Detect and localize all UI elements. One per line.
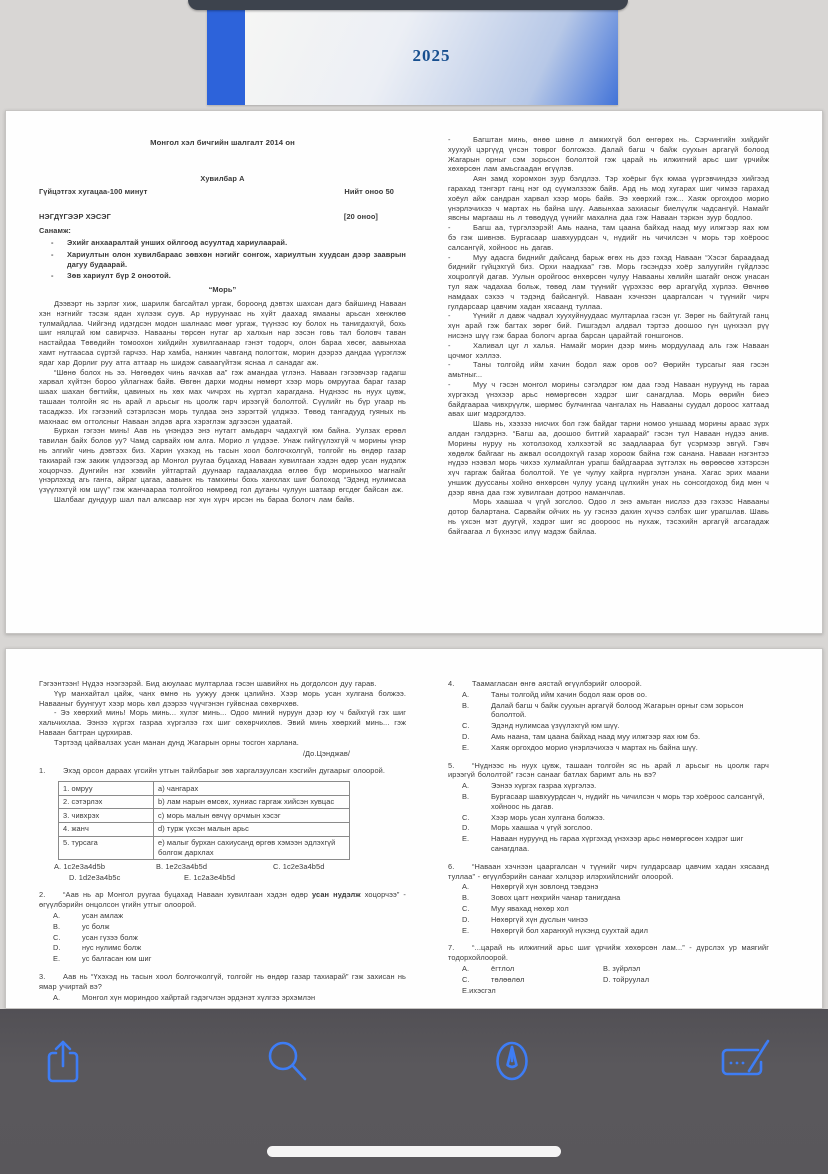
slide-year-text: 2025 (412, 46, 451, 65)
answer-option: E. 1c2a3e4b5d (184, 872, 236, 882)
window-top-bar (188, 0, 628, 10)
question-number: 3. (39, 971, 46, 981)
notice-item (39, 250, 406, 270)
search-button[interactable] (260, 1035, 314, 1089)
search-icon (263, 1036, 311, 1089)
section-label: НЭГДҮГЭЭР ХЭСЭГ (39, 212, 111, 222)
answer-option: C. Эдэнд нулимсаа үзүүлэхгүй юм шүү. (462, 721, 620, 731)
answer-option: E. Нөхөргүй бол харанхуй нүхэнд суухтай адил (462, 925, 649, 935)
document-page-2 (5, 648, 823, 1009)
dash-marker: - (448, 135, 451, 144)
answer-option: B. ус болж (53, 921, 110, 931)
bullet-marker: - (51, 271, 54, 281)
question-number: 1. (39, 766, 46, 776)
story-paragraph: - Ээ хөөрхий минь! Морь минь... хүлэг минь... Одоо миний нуруун дээр юу ч байхгүй гэх шиг хальчихлаа. Ээнээ хүргэх газраа хүргэлээ гэх шиг сөхөрчихлөв. Эвий минь хөөрхий минь... гэж Наваан багтран цурхирав. (39, 708, 406, 737)
answer-options-row (39, 862, 406, 872)
story-paragraph: Дээвэрт нь зэрлэг хиж, шарилж багсайтал ургаж, бороонд дэвтэх шахсан дагэ байшинд Наваан хэн нэгнийг тэсэж ядан хүлээж суув. Ар нуруунаас нь хүйт даахад ямааны арьсан хөнжлөө тулмайдлаа. Чийгэнд идэгдсэн модон шалнаас мөөг ургаж, түүнээс юу болох нь танигдахгүй, бохь шиг нялцгай юм савирчээ. Навааны төрсөн нутаг ар халхын нар ээсэн говь тал боловч таван настайдаа Төвөдийн томоохон хийдийн хувилгаанаар гэнэт тодорч, олон бараа хөсөг, аавынхаа хамт нутгаасаа сүртэй гарчээ. Нар хамба, нанжин чавганд пологтож, морин дээрээ дандаа үүрэглэж ядаг хар Дорлиг руу атга аттаар нь шидэж саваагүйтэж яснаа л санадаг аж. (39, 298, 406, 367)
story-paragraph: Тэртээд цайвалзах усан манан дунд Жагарын орны тосгон харлана. (54, 737, 299, 747)
notice-text: Зөв хариулт бүр 2 оноотой. (67, 271, 171, 281)
story-paragraph: - Муу ч гэсэн монгол морины сэгэлдрэг юм даа гээд Наваан нуруунд нь гараа хүргэхэд үнэхээр арьс нөмөргөсөн хэдрэг шиг санагдлаа. Морь өөрийн биеэ байдгаараа чивхрүүлж, шөрмөс булчингаа чангалах нь Навааны суудал дороос хатгаад авах шиг мэдрэгдлээ. (448, 379, 769, 419)
story-paragraph: Бурхан гэгээн минь! Аав нь үнэндээ энэ нутагт амьдарч чадахгүй юм байна. Уулзах ерөөл тавилан байх болов уу? Чамд сарвайх юм алга. Морио л үлдээе. Унаж гийгүүлэхгүй ч морины үнэр нь элгийг чинь дэвтээх биз. Харин үхэхэд нь тасын хоол болгочхолгүй, толгойг нь өндөр газар такиарай гэж закиж үлдээгээд ар Монгол руугаа буцахад Наваан хувилгаан хэдэн өдөр усан нудэлж хоцорчээ. Дунгийн нэг хэвийн уйтгартай дуунаар гадаалахдаа өглөө бүр мориныхоо магнайг үнэрлэхэд агь ганга, айраг цагаа, аавынх нь тамхины бохь ханхлах шиг болоход “Эдэнд нулимсаа үзүүлэхгүй юм шүү” гэж жанчаараа толгойгоо нөмрөөд гол дуганы чулуун шатаар өгсдөг байсан аж. (39, 426, 406, 495)
section-score-label: [20 оноо] (343, 212, 378, 222)
dash-marker: - (448, 252, 451, 262)
answer-option: C. 1c2e3a4b5d (273, 861, 325, 871)
story-paragraph: - Үүнийг л давж чадвал хуухуйнуудаас мултарлаа гэсэн үг. Зөрөг нь байтугай ганц хүн арай гэж багтах зөрөг бий. Гишгэдэл алдвал тэртээ доошоо гүн цүнхээл рүү нисэнэ шүү гэж бараа бологч аргаа барсан царайтай гоншгонов. (448, 311, 769, 340)
answer-option: D. нус нулимс болж (53, 943, 142, 953)
answer-option: B. Далай багш ч байж суухын аргагүй болоод Жагарын орныг сэм зорьсон бололтой. (462, 700, 744, 720)
notice-item (39, 271, 406, 281)
variant-label: Хувилбар А (200, 173, 245, 183)
question-text: хоцорчээ” - өгүүлбэрийн онцолсон үгийн утгыг олоорой. (39, 890, 406, 910)
answer-option: B. 1e2c3a4b5d (156, 861, 208, 871)
answer-option: D. Амь наана, там цаана байхад наад муу илжгээр яах юм бэ. (462, 731, 701, 741)
notice-heading: Санамж: (39, 226, 71, 236)
notice-item (39, 238, 406, 248)
page1-right-column (448, 135, 769, 537)
highlighted-phrase: усан нудэлж (312, 890, 361, 900)
answer-option: C. усан гүзээ болж (53, 932, 138, 942)
answer-option-row: Е.ихэсгэл (462, 985, 496, 995)
question-text: “Наваан хэчнээн цааргалсан ч түүнийг чирч гулдарсаар цавчим хадан хясаанд туллаа” - өгүүлбэрийн санааг хэлцээр илэрхийлснийг олоорой. (448, 861, 769, 881)
answer-option: D. 1d2e3a4b5c (69, 872, 121, 882)
answer-option: B. Бургасаар шавхуурдсан ч, нүдийг нь чичилсэн ч морь тэр хоёроос салсангүй, хойноос нь дагав. (462, 791, 765, 811)
question-text: “...царай нь илжигний арьс шиг үрчийж хөхөрсөн лам...” - дүрслэх ур маягийг тодорхойлоорой. (448, 943, 769, 963)
answer-option: E. Наваан нуруунд нь гараа хүргэхэд үнэхээр арьс нөмөргөсөн хэдрэг шиг санагдлаа. (462, 834, 744, 853)
author-credit: /До.Цэнджав/ (302, 748, 350, 758)
page2-right-column (448, 679, 769, 995)
question-number: 5. (448, 760, 455, 770)
duration-label: Гүйцэтгэх хугацаа-100 минут (39, 186, 148, 196)
story-paragraph: Морь хаашаа ч үгүй зогслоо. Одоо л энэ амьтан нислээ дээ гэхээс Навааны дотор балартана. Сарвайж ойчих нь уу гэснээ дахин хүчээ сэлбэх шиг урагшлав. Шавь нь үхсэн мэт дуугүй, хэдрэг шиг яс доороос нь нухаж, тэсэхийн аргагүй агсагадаж байгаагаа л бүхнээс илүү мэдэж байлаа. (448, 497, 769, 536)
bullet-marker: - (51, 237, 54, 247)
question-1 (39, 766, 406, 882)
table-row: 5. турсага e) малыг бурхан сахиусанд өргөв хэмээн эдлэхгүй болгож дархлах (59, 836, 350, 859)
story-paragraph: Шалбааг дундуур шал пал алксаар нэг хүн хүрч ирсэн нь бараа бологч лам байв. (54, 494, 355, 504)
bullet-marker: - (51, 249, 54, 259)
section-row (39, 212, 406, 222)
share-icon (40, 1036, 86, 1089)
story-paragraph: - Муу адасга биднийг дайсанд барьж өгөх нь дээ гэхэд Наваан “Хэсэг бараадаад биднийг гүйцэхгүй биз. Орхи наадхаа” гэв. Морь гэсэндээ хоёр залуугийн гүйдлээс хоцролгүй дагав. Уулын оройгоос өнхөрсөн чулуу Навааны хөлийн шагайг онож унасан тул яаж чадахаа больж, төвөд лам түүнийг үүрэхээс өөр аргагүйд хүрлээ. Өвчнөө намдаах сэхээ ч тэдэнд байсангүй. Наваан хэчнээн цааргалсан ч түүнийг чирч гулдарсаар цавчим хадан хясаанд туллаа. (448, 252, 769, 311)
answer-option: E. ус балгасан юм шиг (53, 954, 152, 964)
answer-option: B. Зовох цагт нөхрийн чанар танигдана (462, 893, 621, 903)
signature-icon (718, 1036, 772, 1089)
question-number: 7. (448, 943, 455, 953)
question-number: 4. (448, 679, 455, 688)
question-text: Эхэд орсон дараах үгсийн утгын тайлбарыг зөв харгалзуулсан хэсгийн дугаарыг олоорой. (63, 766, 386, 776)
total-score-label: Нийт оноо 50 (344, 186, 394, 196)
question-6 (448, 862, 769, 936)
share-button[interactable] (36, 1035, 90, 1089)
question-text: “Нүднээс нь нуух цувж, ташаан толгойн яс нь арай л арьсыг нь цоолж гарч ирээгүй бололтой” гэсэн санааг батлах баримт аль нь вэ? (448, 760, 769, 780)
answer-option: A. Нөхөргүй хүн зовлонд тэвдэнэ (462, 882, 599, 892)
answer-option: E. Хаяж оргохдоо морио үнэрлэчихээ ч мартах нь байна шүү. (462, 742, 698, 752)
answer-option: C. Хээр морь усан хулгана болжээ. (462, 812, 605, 822)
question-text: Таамагласан өнгө аястай өгүүлбэрийг олоорой. (472, 679, 642, 688)
story-paragraph: Аян замд хоромхон зуур бэлдлээ. Тэр хоёрыг бүх юмаа үүргэвчиндээ хийгээд гарахад тэнгэрт ганц нэг од сүүмэлзээж байв. Ард нь мод хугарах шиг чимээ гарахад хоёул айж сандран харвал хээр морь байв. Ээ хөөрхий гэж... Хаяж оргохдоо морио үнэрлэчихээ ч мартах нь байна шүү. Аавынхаа захиасыг биелүүлж чадсангүй. Намайг явсны маргааш нь л төвөдүүд үүнийг махална даа гэж Наваан тэркэн зуур бодлоо. (448, 174, 769, 223)
page2-left-column (39, 679, 406, 1002)
story-paragraph: “Шөнө болох нь ээ. Нөгөөдөх чинь яачхав аа” гэж амандаа үглэнэ. Наваан гэгээвчээр гадагш харвал хүйтэн бороо уйлагнаж байв. Өвгөн дархи модны нөмөрт хээр морь омруугаа бараг газар шаах шахан бөгтийж, цавиных нь хөх мах чичрэх нь хүртэл харагдана. Нүднээс нь нуух цувж, ташаан толгойн яс нь арай л арьсыг нь цоолж гарч ирээгүй бололтой. Сүүлийг нь бүр угаар нь тасаджээ. Их гэгээний сэтэрлэсэн морь тулдаа энэ зэрэгтэй үлджээ. Төвөд тангадууд гуяных нь махнаас өм огтолсныг Наваан элдэв арга хэрэглэж эдгээсэн удаатай. (39, 367, 406, 426)
markup-pen-icon (489, 1035, 535, 1090)
story-paragraph: - Таны толгойд ийм хачин бодол яаж оров оо? Өөрийн турсагыг яая гэсэн амьтныг... (448, 360, 769, 380)
page1-left-column (39, 138, 406, 505)
question-5 (448, 761, 769, 854)
dash-marker: - (448, 379, 451, 389)
question-4 (448, 679, 769, 753)
story-title: “Морь” (208, 285, 237, 295)
dash-marker: - (448, 311, 451, 321)
table-row: 1. омруу a) чангарах (59, 782, 350, 796)
exam-title: Монгол хэл бичгийн шалгалт 2014 он (150, 138, 295, 147)
question-2 (39, 890, 406, 964)
question-number: 2. (39, 890, 46, 900)
answer-option-row: C. төлөөлөл D. тойруулал (462, 974, 650, 984)
answer-option: A. Монгол хүн мориндоо хайртай гэдэгчлэн эрдэнэт хүлгээ эрхэмлэн (53, 992, 316, 1002)
answer-option: D. Морь хаашаа ч үгүй зогслоо. (462, 823, 593, 833)
signature-button[interactable] (718, 1035, 772, 1089)
duration-row (39, 187, 406, 197)
dash-marker: - (448, 223, 451, 233)
document-page-1 (5, 110, 823, 634)
table-row: 2. сэтэрлэх b) лам нарын өмсөх, хуниас гаргаж хийсэн хувцас (59, 795, 350, 809)
dash-marker: - (448, 360, 451, 370)
cover-slide-preview (207, 7, 618, 105)
answer-option: A. Таны толгойд ийм хачин бодол яаж оров оо. (462, 689, 648, 699)
markup-button[interactable] (485, 1035, 539, 1089)
matching-table (58, 781, 350, 860)
answer-option-row: A. ёгтлол B. зүйрлэл (462, 963, 641, 973)
story-paragraph: Шавь нь, хээзээ нисчих бол гэж байдаг тарни номоо уншаад морины араас зүрх алдан гэлдэрнэ. “Багш аа, доошоо битгий хараарай” гэсэн тул Наваан нүдээ анив. Морины нуруу нь хотолзоход хэлхээтэй яс заадлаараа бут үсэрмээр эвгүй. Гэвч хөдөлж байгааг нь ажвал осолдохгүй газар хороож байна гэж санана. Наваан нэгэнтээ нүдээ нээвэл морь чихээ хулмайлган урагш байдгаараа зүтгэлэх нь өөрөөсөө хэтэрсэн хүч гаргаж байгаа бололтой. Үе үе чулуу хайрга нүргэлэн унана. Хагас эрих маани уншиж дууссаны хойно өнхөрсөн чулуу усанд цүлхийн унах нь сонсогдоход бид мөн ч дээр явна даа гэж хувилгаан дотроо наманчлав. (448, 419, 769, 497)
notice-text: Эхийг анхааралтай унших ойлгоод асуултад хариулаарай. (67, 237, 288, 247)
table-row: 4. жанч d) турж үхсэн малын арьс (59, 822, 350, 836)
question-number: 6. (448, 861, 455, 871)
bottom-toolbar (0, 1009, 828, 1174)
table-row: 3. чивхрэх c) морь малын өвчүү орчмын хэсэг (59, 809, 350, 823)
question-text: “Аав нь ар Монгол руугаа буцахад Наваан хувилгаан хэдэн өдөр (63, 890, 313, 900)
answer-option: A. усан амлаж (53, 910, 124, 920)
story-paragraph: - Халивал цуг л халья. Намайг морин дээр минь мордуулаад аль гэж Наваан цочмог хэллээ. (448, 340, 769, 360)
notice-text: Хариултын олон хувилбараас зөвхөн нэгийг сонгож, хариултын хуудсан дээр зааврын дагуу будаарай. (67, 249, 406, 269)
home-indicator[interactable] (267, 1146, 561, 1157)
question-text: Аав нь “Үхэхэд нь тасын хоол болгочколгүй, толгойг нь өндөр газар тахиарай” гэж захисан нь ямар учиртай вэ? (39, 971, 406, 991)
story-paragraph: Үүр манхайтал цайж, чанх өмнө нь уужуу дэнж цэлийнэ. Хээр морь усан хулгана болжээ. Навааныг буунгуут хээр морь хөл дээрээ чүүчгэнэн гуйвснаа сөхөрчхөв. (39, 688, 406, 708)
answer-option: D. Нөхөргүй хүн дуслын чинээ (462, 914, 588, 924)
slide-body (245, 7, 618, 105)
dash-marker: - (448, 340, 451, 350)
answer-option: C. Муу явахад нөхөр хол (462, 903, 569, 913)
answer-options-row (39, 873, 406, 883)
story-paragraph: - Багштан минь, өнөө шөнө л амжихгүй бол өнгөрөх нь. Сэрчингийн хийдийг хуухуй цэргүүд үнсэн товрог болгожээ. Далай багш ч байж суухын аргагүй болоод Жагарын орныг сэм зорьсон бололтой гэж царай нь илжигний арьс шиг үрчийж хөхөрсөн лам амьсгаадан өгүүлэв. (448, 135, 769, 174)
answer-option: A. 1c2e3a4d5b (54, 861, 106, 871)
question-7 (448, 943, 769, 995)
question-3 (39, 972, 406, 1002)
story-paragraph: - Багш аа, түргэлээрэй! Амь наана, там цаана байхад наад муу илжгээр яах юм бэ гэж шивнэв. Бургасаар шавхуурдсан ч, нүдийг нь чичилсэн ч морь тэр хоёроос салсангүй, хойноос нь дагав. (448, 223, 769, 252)
story-paragraph: Гэгээнтээн! Нүдээ нээгээрэй. Бид аюулаас мултарлаа гэсэн шавийнх нь догдолсон дуу гарав. (39, 679, 377, 688)
answer-option: A. Ээнээ хүргэх газраа хүргэлээ. (462, 781, 597, 791)
slide-accent-stripe (207, 7, 245, 105)
